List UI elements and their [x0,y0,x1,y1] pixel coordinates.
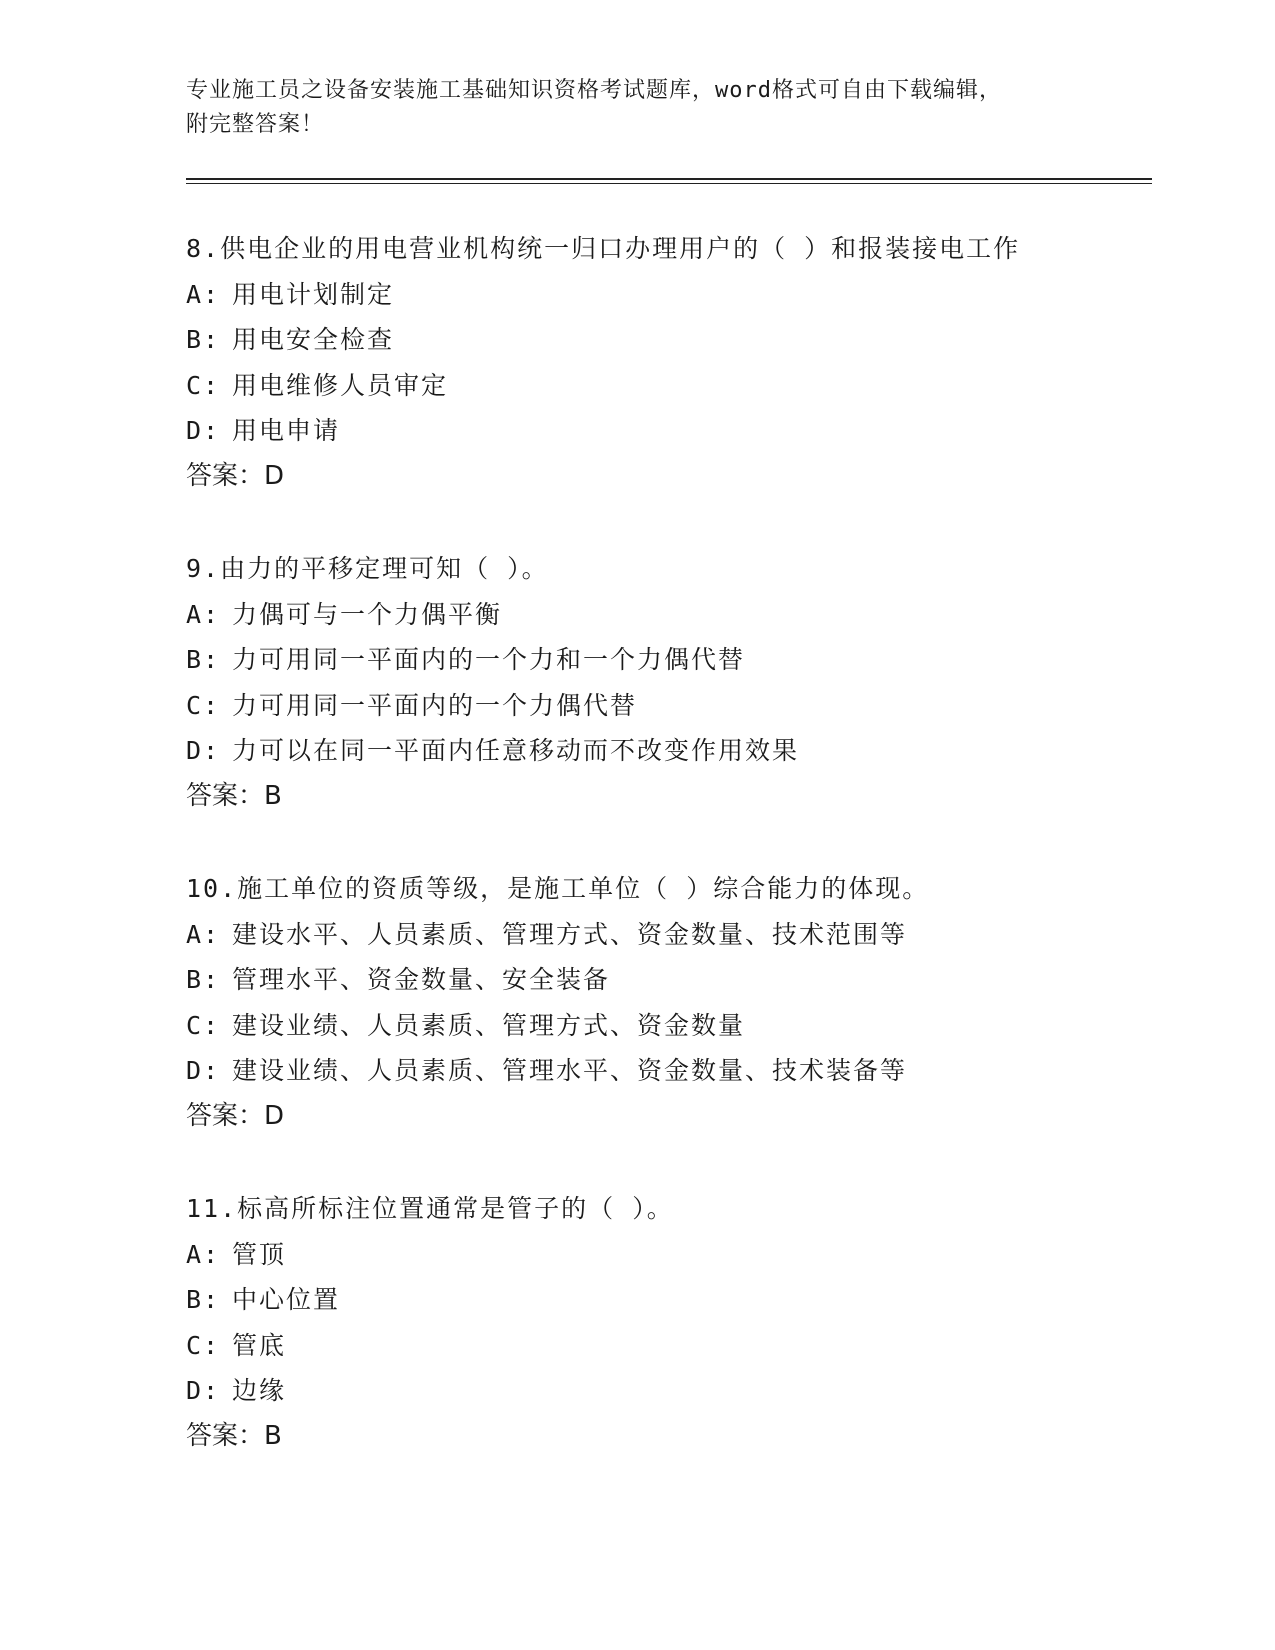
option-d [186,1048,1166,1094]
option-d [186,1368,1166,1414]
option-text: 建设业绩、人员素质、管理方式、资金数量 [232,1010,746,1040]
option-key: C: [186,690,221,720]
option-text: 力可以在同一平面内任意移动而不改变作用效果 [232,736,800,765]
option-key: A: [186,599,221,629]
option-key: B: [186,965,221,994]
question-stem: 9.由力的平移定理可知（ ）。 [186,554,549,583]
option-a [186,592,1166,638]
option-text: 管底 [232,1330,287,1360]
option-a [186,912,1166,958]
option-d [186,728,1166,774]
option-a [186,272,1166,318]
option-key: C: [186,1010,221,1040]
option-b [186,317,1166,363]
option-d [186,408,1166,454]
question-block [186,1186,1166,1459]
answer-line: 答案：D [186,1100,285,1131]
option-key: A: [186,279,221,309]
option-text: 用电申请 [232,416,341,445]
header-divider-thin [186,183,1152,184]
option-key: B: [186,1285,221,1314]
option-key: B: [186,645,221,674]
option-key: C: [186,1330,221,1360]
header-divider-thick [186,178,1152,180]
question-block [186,226,1166,499]
option-key: A: [186,919,221,949]
question-block [186,866,1166,1139]
option-text: 建设水平、人员素质、管理方式、资金数量、技术范围等 [232,919,908,949]
question-stem: 10.施工单位的资质等级，是施工单位（ ）综合能力的体现。 [186,874,930,903]
option-key: D: [186,1376,221,1405]
option-text: 建设业绩、人员素质、管理水平、资金数量、技术装备等 [232,1056,908,1085]
option-key: B: [186,325,221,354]
answer-line: 答案：D [186,460,285,491]
option-c [186,1323,1166,1369]
option-c [186,363,1166,409]
option-text: 力偶可与一个力偶平衡 [232,599,503,629]
option-key: D: [186,1056,221,1085]
header-line-2: 附完整答案！ [186,112,325,137]
answer-line: 答案：B [186,1420,282,1451]
option-key: C: [186,370,221,400]
option-text: 管顶 [232,1239,287,1269]
option-text: 力可用同一平面内的一个力偶代替 [232,690,638,720]
option-key: A: [186,1239,221,1269]
option-b [186,1277,1166,1323]
option-text: 中心位置 [232,1285,341,1314]
question-stem: 11.标高所标注位置通常是管子的（ ）。 [186,1194,674,1223]
option-text: 力可用同一平面内的一个力和一个力偶代替 [232,645,746,674]
option-text: 用电安全检查 [232,325,395,354]
option-text: 管理水平、资金数量、安全装备 [232,965,611,994]
question-block [186,546,1166,819]
option-c [186,1003,1166,1049]
option-key: D: [186,736,221,765]
option-b [186,957,1166,1003]
document-header [186,74,1086,142]
question-stem: 8.供电企业的用电营业机构统一归口办理用户的（ ）和报装接电工作 [186,234,1021,263]
option-text: 用电维修人员审定 [232,370,449,400]
option-a [186,1232,1166,1278]
option-c [186,683,1166,729]
answer-line: 答案：B [186,780,282,811]
option-text: 边缘 [232,1376,287,1405]
option-b [186,637,1166,683]
option-key: D: [186,416,221,445]
option-text: 用电计划制定 [232,279,395,309]
header-line-1: 专业施工员之设备安装施工基础知识资格考试题库，word格式可自由下载编辑， [186,78,1002,103]
